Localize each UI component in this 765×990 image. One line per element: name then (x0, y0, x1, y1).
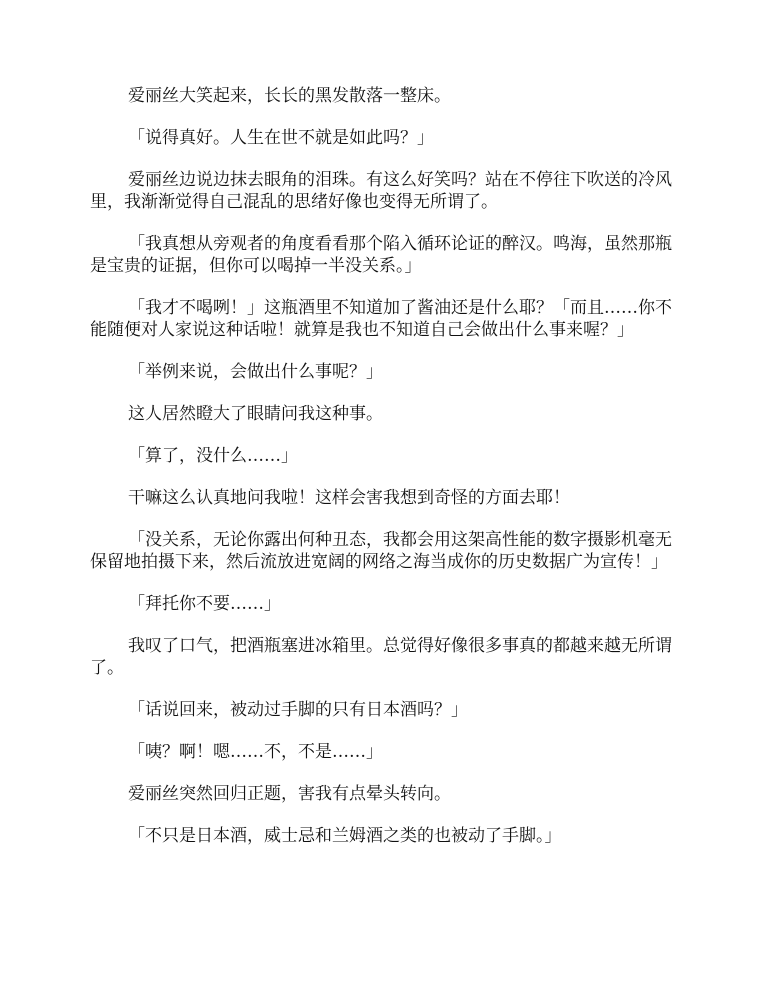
paragraph-16: 「不只是日本酒，威士忌和兰姆酒之类的也被动了手脚。」 (128, 826, 562, 846)
paragraph-13: 「话说回来，被动过手脚的只有日本酒吗？」 (128, 700, 468, 720)
paragraph-3: 爱丽丝边说边抹去眼角的泪珠。有这么好笑吗？站在不停往下吹送的冷风里，我渐渐觉得自己混乱的思绪好像也变得无所谓了。 (90, 170, 672, 212)
paragraph-14: 「咦？啊！嗯……不，不是……」 (128, 742, 383, 762)
paragraph-10: 「没关系，无论你露出何种丑态，我都会用这架高性能的数字摄影机毫无保留地拍摄下来，然后流放进宽阔的网络之海当成你的历史数据广为宣传！」 (90, 530, 672, 572)
paragraph-12: 我叹了口气，把酒瓶塞进冰箱里。总觉得好像很多事真的都越来越无所谓了。 (90, 636, 672, 678)
paragraph-11: 「拜托你不要……」 (128, 594, 281, 614)
paragraph-15: 爱丽丝突然回归正题，害我有点晕头转向。 (128, 784, 451, 804)
paragraph-1: 爱丽丝大笑起来，长长的黑发散落一整床。 (128, 86, 451, 106)
paragraph-2: 「说得真好。人生在世不就是如此吗？」 (128, 128, 434, 148)
paragraph-8: 「算了，没什么……」 (128, 446, 298, 466)
paragraph-5: 「我才不喝咧！」这瓶酒里不知道加了酱油还是什么耶？「而且……你不能随便对人家说这种话啦！就算是我也不知道自己会做出什么事来喔？」 (90, 298, 672, 340)
body-text (90, 85, 676, 867)
paragraph-6: 「举例来说，会做出什么事呢？」 (128, 362, 383, 382)
paragraph-9: 干嘛这么认真地问我啦！这样会害我想到奇怪的方面去耶！ (128, 488, 570, 508)
paragraph-7: 这人居然瞪大了眼睛问我这种事。 (128, 404, 383, 424)
paragraph-4: 「我真想从旁观者的角度看看那个陷入循环论证的醉汉。鸣海，虽然那瓶是宝贵的证据，但你可以喝掉一半没关系。」 (90, 234, 672, 276)
